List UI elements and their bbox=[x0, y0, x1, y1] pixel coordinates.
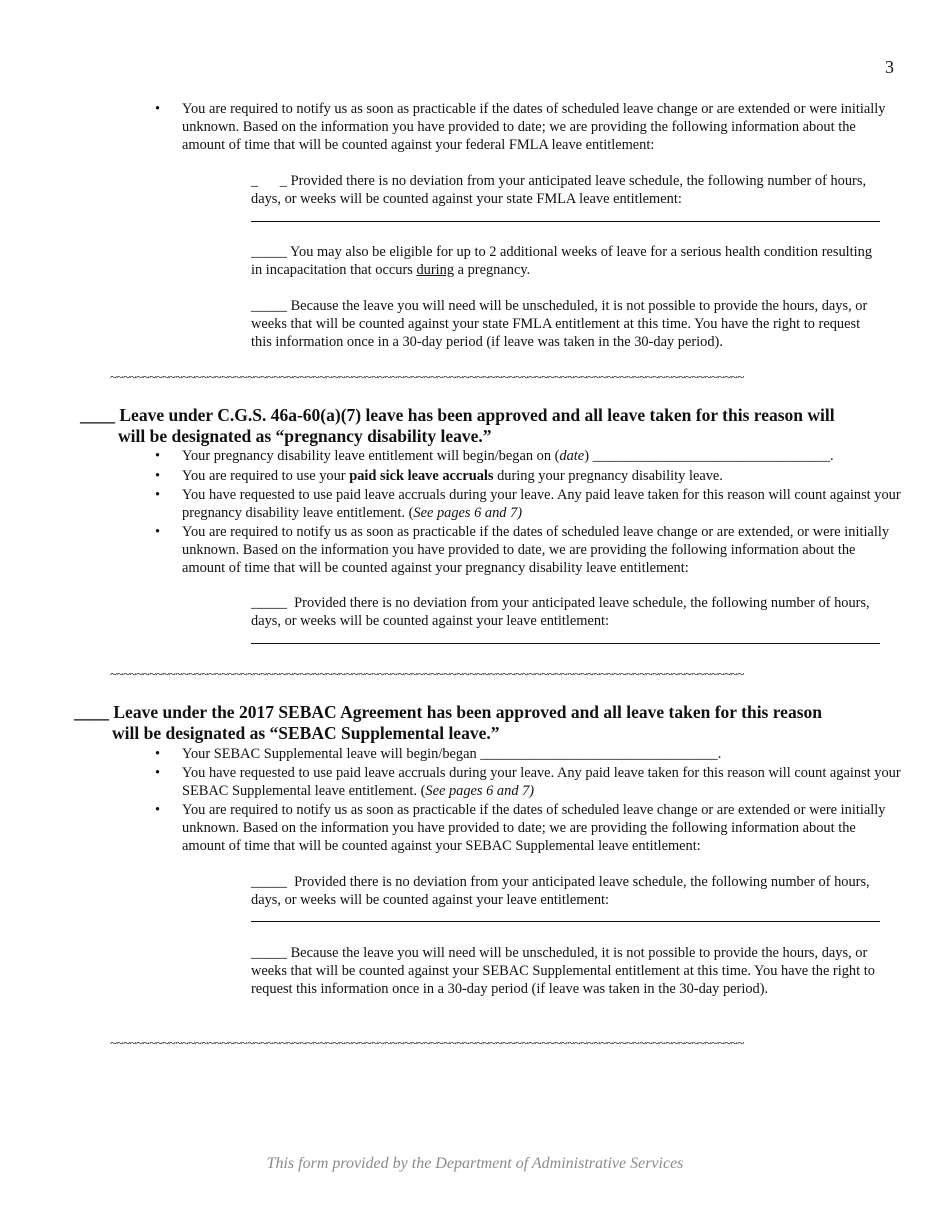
heading-line-1: ____ Leave under C.G.S. 46a-60(a)(7) leave has been approved and all leave taken for this reason will bbox=[80, 405, 835, 425]
bullet-icon: • bbox=[155, 101, 161, 117]
section-divider: ~~~~~~~~~~~~~~~~~~~~~~~~~~~~~~~~~~~~~~~~~~~~~~~~~~~~~~~~~~~~~~~~~~~~~~~~~~~~~~~~~~~~~~~~~~~~~~~~~ bbox=[110, 369, 744, 384]
bullet-text: You are required to notify us as soon as practicable if the dates of scheduled leave change or are extended, or were initially unknown. Based on the information you have provided to date, we are providing the following information about the amount of time that will be counted against your pregnancy disability leave entitlement: bbox=[182, 524, 890, 576]
bullet-text: Your SEBAC Supplemental leave will begin/began _________________________________. bbox=[182, 746, 722, 762]
blank-line: _____ bbox=[251, 595, 295, 611]
heading-line-1: ____ Leave under the 2017 SEBAC Agreement has been approved and all leave taken for this reason bbox=[74, 702, 822, 722]
bullet-icon: • bbox=[155, 524, 161, 540]
bullet-icon: • bbox=[155, 802, 161, 818]
section-heading-sebac bbox=[74, 702, 894, 744]
underlined-word: during bbox=[416, 262, 455, 278]
blank-line: _____ bbox=[251, 298, 291, 314]
bold-text: paid sick leave accruals bbox=[349, 468, 494, 484]
option-unscheduled-fmla bbox=[251, 297, 881, 351]
section-heading-pregnancy bbox=[80, 405, 900, 447]
bullet-text bbox=[182, 447, 897, 465]
blank-line: _____ bbox=[251, 945, 291, 961]
text: ) _________________________________. bbox=[584, 448, 834, 464]
bullet-icon: • bbox=[155, 746, 161, 762]
option-text: Provided there is no deviation from your anticipated leave schedule, the following number of hours, days, or weeks will be counted against your leave entitlement: bbox=[251, 595, 870, 629]
bullet-icon: • bbox=[155, 448, 161, 464]
italic-text: date bbox=[559, 448, 585, 464]
option-sebac-hours bbox=[251, 873, 881, 909]
option-pregnancy-hours bbox=[251, 594, 881, 630]
option-text: Provided there is no deviation from your anticipated leave schedule, the following number of hours, days, or weeks will be counted against your state FMLA leave entitlement: bbox=[251, 173, 867, 207]
option-text: Provided there is no deviation from your anticipated leave schedule, the following number of hours, days, or weeks will be counted against your leave entitlement: bbox=[251, 874, 870, 908]
fill-in-line bbox=[251, 221, 880, 222]
text: You are required to use your bbox=[182, 468, 350, 484]
bullet-text: You are required to notify us as soon as practicable if the dates of scheduled leave change or are extended or were initially unknown. Based on the information you have provided to date; we are providing the following information about the amount of time that will be counted against your SEBAC Supplemental leave entitlement: bbox=[182, 802, 886, 854]
page-number: 3 bbox=[885, 57, 894, 77]
fill-in-line bbox=[251, 921, 880, 922]
option-unscheduled-sebac bbox=[251, 944, 881, 998]
bullet-icon: • bbox=[155, 468, 161, 484]
text: You have requested to use paid leave accruals during your leave. Any paid leave taken for this reason will count against your pregnancy disability leave entitlement. ( bbox=[182, 487, 901, 521]
option-state-fmla-hours bbox=[251, 172, 881, 208]
footer-text: This form provided by the Department of Administrative Services bbox=[266, 1155, 684, 1172]
text: Your pregnancy disability leave entitlement will begin/began on ( bbox=[182, 448, 560, 464]
fill-in-line bbox=[251, 643, 880, 644]
text: You have requested to use paid leave accruals during your leave. Any paid leave taken for this reason will count against your SEBAC Supplemental leave entitlement. ( bbox=[182, 765, 901, 799]
italic-text: See pages 6 and 7) bbox=[425, 783, 535, 799]
text: during your pregnancy disability leave. bbox=[493, 468, 723, 484]
section-divider: ~~~~~~~~~~~~~~~~~~~~~~~~~~~~~~~~~~~~~~~~~~~~~~~~~~~~~~~~~~~~~~~~~~~~~~~~~~~~~~~~~~~~~~~~~~~~~~~~~ bbox=[110, 666, 744, 681]
bullet-text bbox=[182, 467, 902, 485]
option-additional-weeks bbox=[251, 243, 881, 279]
blank-line: _____ bbox=[251, 874, 295, 890]
blank-line: _ _ bbox=[251, 173, 291, 189]
option-text: Because the leave you will need will be unscheduled, it is not possible to provide the hours, days, or weeks that will be counted against your state FMLA entitlement at this time. You have the right to request this information once in a 30-day period (if leave was taken in the 30-day period). bbox=[251, 298, 868, 350]
option-text: You may also be eligible for up to 2 additional weeks of leave for a serious health condition resulting in incapacitation that occurs bbox=[251, 244, 873, 278]
bullet-icon: • bbox=[155, 765, 161, 781]
bullet-text: You are required to notify us as soon as practicable if the dates of scheduled leave change or are extended or were initially unknown. Based on the information you have provided to date; we are providing the following information about the amount of time that will be counted against your federal FMLA leave entitlement: bbox=[182, 101, 886, 153]
blank-line: _____ bbox=[251, 244, 291, 260]
bullet-text bbox=[182, 764, 902, 800]
bullet-text bbox=[182, 486, 902, 522]
italic-text: See pages 6 and 7) bbox=[413, 505, 523, 521]
heading-line-2: will be designated as “SEBAC Supplemental leave.” bbox=[112, 723, 500, 743]
section-divider: ~~~~~~~~~~~~~~~~~~~~~~~~~~~~~~~~~~~~~~~~~~~~~~~~~~~~~~~~~~~~~~~~~~~~~~~~~~~~~~~~~~~~~~~~~~~~~~~~~ bbox=[110, 1035, 744, 1050]
option-text: Because the leave you will need will be unscheduled, it is not possible to provide the hours, days, or weeks that will be counted against your SEBAC Supplemental entitlement at this time. You have the right to request this information once in a 30-day period (if leave was taken in the 30-day period). bbox=[251, 945, 875, 997]
heading-line-2: will be designated as “pregnancy disability leave.” bbox=[118, 426, 492, 446]
bullet-icon: • bbox=[155, 487, 161, 503]
option-text-end: a pregnancy. bbox=[454, 262, 531, 278]
